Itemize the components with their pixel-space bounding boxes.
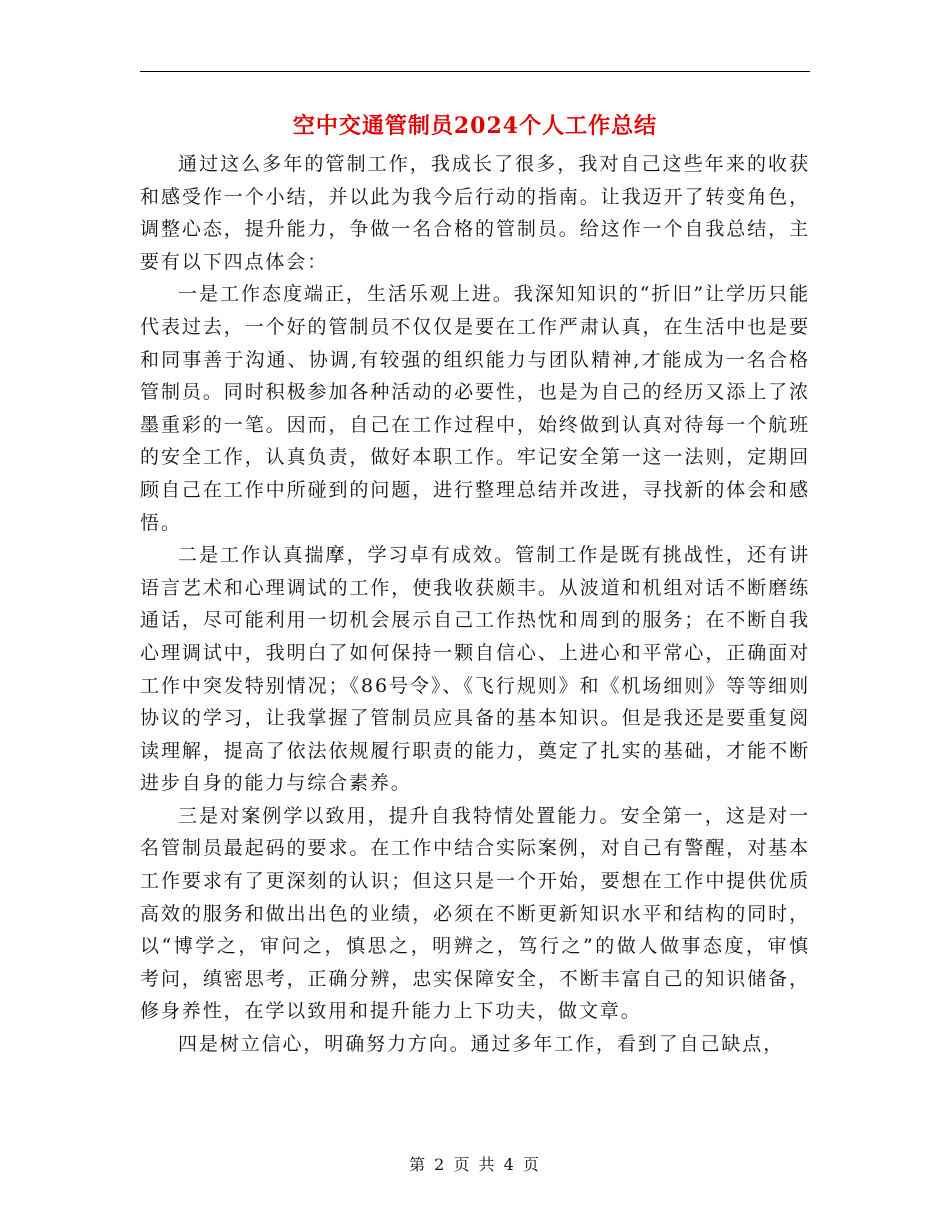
document-title: 空中交通管制员2024个人工作总结 <box>292 113 658 139</box>
paragraph-point-three: 三是对案例学以致用，提升自我特情处置能力。安全第一，这是对一名管制员最起码的要求。在工作中结合实际案例，对自己有警醒，对基本工作要求有了更深刻的认识；但这只是一个开始，要想在工作中提供优质高效的服务和做出出色的业绩，必须在不断更新知识水平和结构的同时，以“博学之，审问之，慎思之，明辨之，笃行之”的做人做事态度，审慎考问，缜密思考，正确分辨，忠实保障安全，不断丰富自己的知识储备，修身养性，在学以致用和提升能力上下功夫，做文章。 <box>140 804 810 1023</box>
paragraph-point-two: 二是工作认真揣摩，学习卓有成效。管制工作是既有挑战性，还有讲语言艺术和心理调试的工作，使我收获颇丰。从波道和机组对话不断磨练通话，尽可能利用一切机会展示自己工作热忱和周到的服务；在不断自我心理调试中，我明白了如何保持一颗自信心、上进心和平常心，正确面对工作中突发特别情况；《86号令》、《飞行规则》和《机场细则》等等细则协议的学习，让我掌握了管制员应具备的基本知识。但是我还是要重复阅读理解，提高了依法依规履行职责的能力，奠定了扎实的基础，才能不断进步自身的能力与综合素养。 <box>140 544 810 795</box>
header-rule <box>140 71 810 72</box>
paragraph-intro: 通过这么多年的管制工作，我成长了很多，我对自己这些年来的收获和感受作一个小结，并以此为我今后行动的指南。让我迈开了转变角色，调整心态，提升能力，争做一名合格的管制员。给这作一个自我总结，主要有以下四点体会： <box>140 153 810 273</box>
paragraph-point-one: 一是工作态度端正，生活乐观上进。我深知知识的“折旧”让学历只能代表过去，一个好的管制员不仅仅是要在工作严肃认真，在生活中也是要和同事善于沟通、协调,有较强的组织能力与团队精神,才能成为一名合格管制员。同时积极参加各种活动的必要性，也是为自己的经历又添上了浓墨重彩的一笔。因而，自己在工作过程中，始终做到认真对待每一个航班的安全工作，认真负责，做好本职工作。牢记安全第一这一法则，定期回顾自己在工作中所碰到的问题，进行整理总结并改进，寻找新的体会和感悟。 <box>140 283 810 534</box>
document-body <box>140 148 810 1061</box>
page-number-footer: 第 2 页 共 4 页 <box>409 1155 541 1174</box>
paragraph-point-four: 四是树立信心，明确努力方向。通过多年工作，看到了自己缺点， <box>178 1033 785 1056</box>
